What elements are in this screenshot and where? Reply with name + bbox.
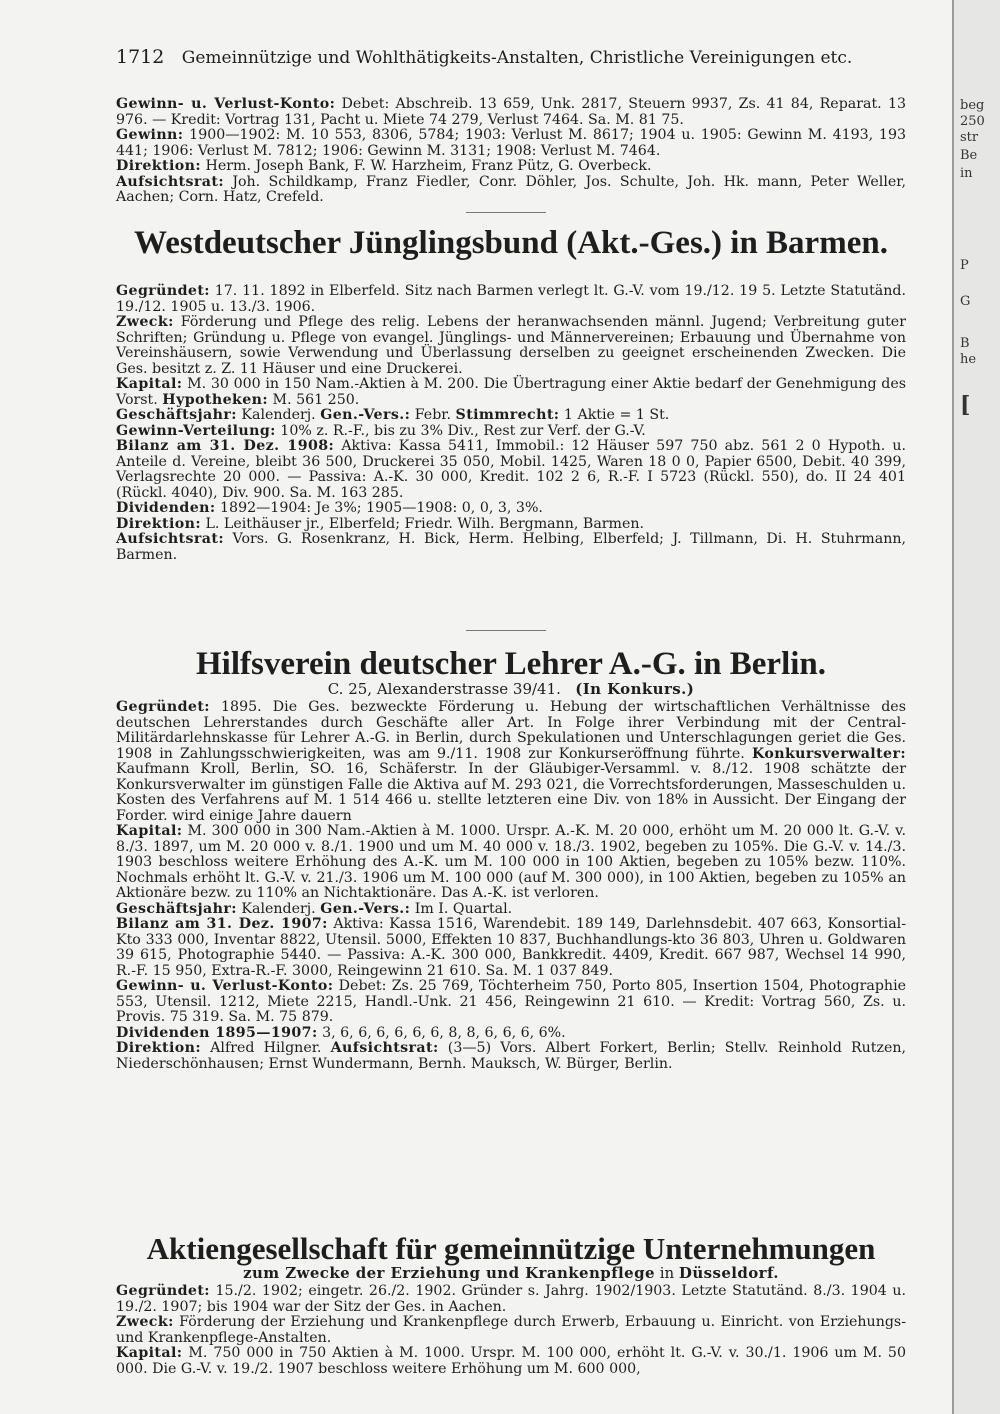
address-text: C. 25, Alexanderstrasse 39/41.: [327, 680, 561, 698]
field-label: Geschäftsjahr:: [116, 900, 237, 917]
paragraph: [116, 1346, 906, 1377]
field-text: 1892—1904: Je 3%; 1905—1908: 0, 0, 3, 3%.: [215, 500, 543, 516]
section-divider: [466, 630, 546, 631]
field-label: Kapital:: [116, 823, 183, 839]
field-label: Gewinn:: [116, 127, 184, 143]
field-label: Bilanz am 31. Dez. 1907:: [116, 916, 328, 932]
field-label: Hypotheken:: [162, 391, 269, 408]
edge-fragment: G: [960, 294, 971, 309]
paragraph: [116, 700, 906, 824]
field-text: Förderung und Pflege des relig. Lebens der heranwachsenden männl. Jugend; Verbreitung guter Schriften; Gründung u. Pflege von evangel. Jünglings- und Männervereinen; Erbauung und Übernahme von Vereinshäusern, sowie Verwendung und Überlassung derselben zu geeignet erscheinenden Zwecken. Die Ges. besitzt z. Z. 11 Häuser und eine Druckerei.: [116, 314, 906, 377]
section-divider: [466, 212, 546, 213]
paragraph: [116, 408, 906, 424]
field-text: 10% z. R.-F., bis zu 3% Div., Rest zur Verf. der G.-V.: [275, 422, 646, 439]
paragraph: [116, 315, 906, 377]
field-text: Aktiva: Kassa 1516, Warendebit. 189 149, Darlehnsdebit. 407 663, Konsortial-Kto 333 000, Inventar 8822, Utensil. 5000, Effekten 10 837, Buchhandlungs-kto 36 803, Uhren u. Goldwaren 39 615, Photographie 5440. — Passiva: A.-K. 300 000, Bankkredit. 4409, Kredit. 667 987, Wechsel 14 990, R.-F. 15 950, Extra-R.-F. 3000, Reingewinn 21 610. Sa. M. 1 037 849.: [116, 916, 906, 979]
field-text: L. Leithäuser jr., Elberfeld; Friedr. Wilh. Bergmann, Barmen.: [200, 515, 645, 532]
field-label: Dividenden:: [116, 500, 216, 516]
field-label: Dividenden 1895—1907:: [116, 1024, 318, 1041]
field-label: Gewinn- u. Verlust-Konto:: [116, 978, 334, 994]
paragraph: [116, 1026, 906, 1042]
section-body-aktiengesellschaft: [116, 1284, 906, 1377]
paragraph: [116, 917, 906, 979]
field-text: M. 750 000 in 750 Aktien à M. 1000. Urspr. M. 100 000, erhöht lt. G.-V. v. 30./1. 1906 um M. 50 000. Die G.-V. v. 19./2. 1907 beschloss weitere Erhöhung um M. 600 000,: [116, 1345, 906, 1377]
section-body-hilfsverein: [116, 700, 906, 1072]
section-subtitle: [116, 1264, 906, 1282]
field-label: Bilanz am 31. Dez. 1908:: [116, 438, 335, 454]
subtitle-in: in: [654, 1264, 679, 1282]
field-text: Förderung der Erziehung und Krankenpflege durch Erwerb, Erbauung u. Einricht. von Erziehungs- und Krankenpflege-Anstalten.: [116, 1314, 906, 1346]
field-label: Gewinn-Verteilung:: [116, 422, 276, 439]
edge-fragment: [: [960, 392, 971, 418]
paragraph: [116, 128, 906, 159]
field-label: Konkursverwalter:: [751, 745, 906, 762]
field-text: Joh. Schildkamp, Franz Fiedler, Conr. Döhler, Jos. Schulte, Joh. Hk. mann, Peter Weller, Aachen; Corn. Hatz, Crefeld.: [116, 173, 906, 205]
field-label: Gewinn- u. Verlust-Konto:: [116, 96, 336, 112]
edge-fragment: str: [960, 130, 979, 145]
field-text: 17. 11. 1892 in Elberfeld. Sitz nach Barmen verlegt lt. G.-V. vom 19./12. 19 5. Letzte Statutänd. 19./12. 1905 u. 13./3. 1906.: [116, 283, 906, 315]
edge-fragment: he: [960, 352, 977, 367]
field-label: Gegründet:: [116, 283, 210, 299]
field-text: Im I. Quartal.: [410, 900, 513, 917]
field-text: Aktiva: Kassa 5411, Immobil.: 12 Häuser 597 750 abz. 561 2 0 Hypoth. u. Anteile d. Vereine, bleibt 36 500, Druckerei 35 050, Mobil. 1425, Waren 18 0 0, Papier 6500, Debit. 40 399, Verlagsrechte 20 000. — Passiva: A.-K. 30 000, Kredit. 102 2 6, R.-F. I 5723 (Rückl. 550), do. II 24 401 (Rückl. 4040), Div. 900. Sa. M. 163 285.: [116, 438, 906, 501]
paragraph: [116, 501, 906, 517]
running-header: [116, 46, 886, 68]
paragraph: [116, 532, 906, 563]
field-label: Direktion:: [116, 158, 201, 174]
field-label: Stimmrecht:: [455, 407, 560, 423]
field-label: Zweck:: [116, 314, 174, 330]
field-text: 1900—1902: M. 10 553, 8306, 5784; 1903: Verlust M. 8617; 1904 u. 1905: Gewinn M. 4193, 193 441; 1906: Verlust M. 7812; 1906: Gewinn M. 3131; 1908: Verlust M. 7464.: [116, 127, 906, 159]
paragraph: [116, 824, 906, 902]
field-text: 1895. Die Ges. bezweckte Förderung u. Hebung der wirtschaftlichen Verhältnisse des deutschen Lehrerstandes durch Geschäfte aller Art. In Folge ihrer Verbindung mit der Central-Militärdarlehnskasse für Lehrer A.-G. in Berlin, durch Spekulationen und Unterschlagungen geriet die Ges. 1908 in Zahlungsschwierigkeiten, was am 9./11. 1908 zur Konkurseröffnung führte.: [116, 699, 906, 762]
field-text: Alfred Hilgner.: [200, 1040, 322, 1056]
adjacent-page-edge: [952, 0, 1000, 1414]
paragraph: [116, 1041, 906, 1072]
paragraph: [116, 284, 906, 315]
field-label: Aufsichtsrat:: [116, 531, 224, 547]
section-title-hilfsverein: Hilfsverein deutscher Lehrer A.-G. in Berlin.: [195, 646, 827, 682]
page-number: 1712: [116, 46, 165, 68]
field-text: Febr.: [410, 407, 452, 423]
paragraph: [116, 439, 906, 501]
field-text: Debet: Abschreib. 13 659, Unk. 2817, Steuern 9937, Zs. 41 84, Reparat. 13 976. — Kredit: Vortrag 131, Pacht u. Miete 74 279, Verlust 7464. Sa. M. 81 75.: [116, 96, 906, 128]
paragraph: [116, 902, 906, 918]
paragraph: [116, 1315, 906, 1346]
field-label: Direktion:: [116, 1040, 201, 1056]
field-label: Gegründet:: [116, 1283, 210, 1299]
edge-fragment: Be: [960, 148, 978, 163]
edge-fragment: P: [960, 258, 969, 273]
field-text: 15./2. 1902; eingetr. 26./2. 1902. Gründer s. Jahrg. 1902/1903. Letzte Statutänd. 8./3. 1904 u. 19./2. 1907; bis 1904 war der Sitz der Ges. in Aachen.: [116, 1283, 906, 1315]
field-text: 3, 6, 6, 6, 6, 6, 6, 8, 8, 6, 6, 6, 6%.: [317, 1024, 566, 1041]
edge-fragment: beg: [960, 98, 985, 113]
field-text: Kalenderj.: [236, 407, 316, 423]
subtitle-city: Düsseldorf.: [678, 1264, 779, 1282]
paragraph: [116, 517, 906, 533]
field-label: Kapital:: [116, 1345, 183, 1361]
paragraph: [116, 97, 906, 128]
paragraph: [116, 377, 906, 408]
paragraph: [116, 424, 906, 440]
field-text: Vors. G. Rosenkranz, H. Bick, Herm. Helbing, Elberfeld; J. Tillmann, Di. H. Stuhrmann, Barmen.: [116, 531, 906, 563]
field-text: M. 30 000 in 150 Nam.-Aktien à M. 200. Die Übertragung einer Aktie bedarf der Genehmigung des Vorst.: [116, 376, 906, 408]
field-label: Gen.-Vers.:: [320, 407, 411, 423]
field-text: M. 300 000 in 300 Nam.-Aktien à M. 1000. Urspr. A.-K. M. 20 000, erhöht um M. 20 000 lt. G.-V. v. 8./3. 1897, um M. 20 000 v. 8./1. 1900 und um M. 40 000 v. 18./3. 1902, begeben zu 105%. Die G.-V. v. 14./3. 1903 beschloss weitere Erhöhung des A.-K. um M. 100 000 in 100 Aktien, begeben zu 105% bezw. 110%. Nochmals erhöht lt. G.-V. v. 21./3. 1906 um M. 100 000 (auf M. 300 000), in 100 Aktien, begeben zu 105% an Aktionäre bezw. zu 110% an Nichtaktionäre. Das A.-K. ist verloren.: [116, 823, 906, 901]
paragraph: [116, 979, 906, 1026]
paragraph: [116, 159, 906, 175]
section-title-aktiengesellschaft: Aktiengesellschaft für gemeinnützige Unternehmungen: [146, 1231, 876, 1266]
field-text: Kalenderj.: [236, 900, 316, 917]
edge-fragment: B: [960, 336, 970, 351]
section-body-westdeutscher: [116, 284, 906, 563]
field-label: Gen.-Vers.:: [320, 900, 411, 917]
paragraph: [116, 1284, 906, 1315]
field-label: Aufsichtsrat:: [116, 173, 224, 190]
section-title-westdeutscher: Westdeutscher Jünglingsbund (Akt.-Ges.) in Barmen.: [134, 225, 888, 261]
field-text: Debet: Zs. 25 769, Töchterheim 750, Porto 805, Insertion 1504, Photographie 553, Utensil. 1212, Miete 2215, Handl.-Unk. 21 456, Reingewinn 21 610. — Kredit: Vortrag 560, Zs. u. Provis. 75 319. Sa. M. 75 879.: [116, 978, 907, 1025]
field-label: Kapital:: [116, 376, 183, 392]
running-title: Gemeinnützige und Wohlthätigkeits-Anstalten, Christliche Vereinigungen etc.: [181, 48, 853, 68]
field-label: Gegründet:: [116, 699, 210, 715]
field-label: Aufsichtsrat:: [330, 1040, 439, 1056]
paragraph: [116, 175, 906, 206]
field-text: M. 561 250.: [268, 391, 360, 408]
field-label: Direktion:: [116, 515, 201, 532]
edge-fragment: 250: [960, 114, 985, 129]
top-section: [116, 97, 906, 206]
field-label: Zweck:: [116, 1314, 174, 1330]
field-text: 1 Aktie = 1 St.: [559, 407, 670, 423]
field-text: Herm. Joseph Bank, F. W. Harzheim, Franz Pütz, G. Overbeck.: [200, 158, 652, 174]
section-address: [116, 680, 906, 698]
subtitle-bold: zum Zwecke der Erziehung und Krankenpflege: [243, 1264, 655, 1282]
field-text: (3—5) Vors. Albert Forkert, Berlin; Stellv. Reinhold Rutzen, Niederschönhausen; Ernst Wundermann, Bernh. Mauksch, W. Bürger, Berlin.: [116, 1040, 906, 1072]
field-text: Kaufmann Kroll, Berlin, SO. 16, Schäferstr. In der Gläubiger-Versamml. v. 8./12. 1908 schätzte der Konkursverwalter im günstigen Falle die Aktiva auf M. 293 021, die Vorrechtsforderungen, Masseschulden u. Kosten des Verfahrens auf M. 1 514 466 u. stellte letzteren eine Div. von 18% in Aussicht. Der Eingang der Forder. wird einige Jahre dauern: [116, 761, 906, 824]
status-text: (In Konkurs.): [575, 680, 695, 698]
field-label: Geschäftsjahr:: [116, 407, 237, 423]
edge-fragment: in: [960, 166, 973, 181]
